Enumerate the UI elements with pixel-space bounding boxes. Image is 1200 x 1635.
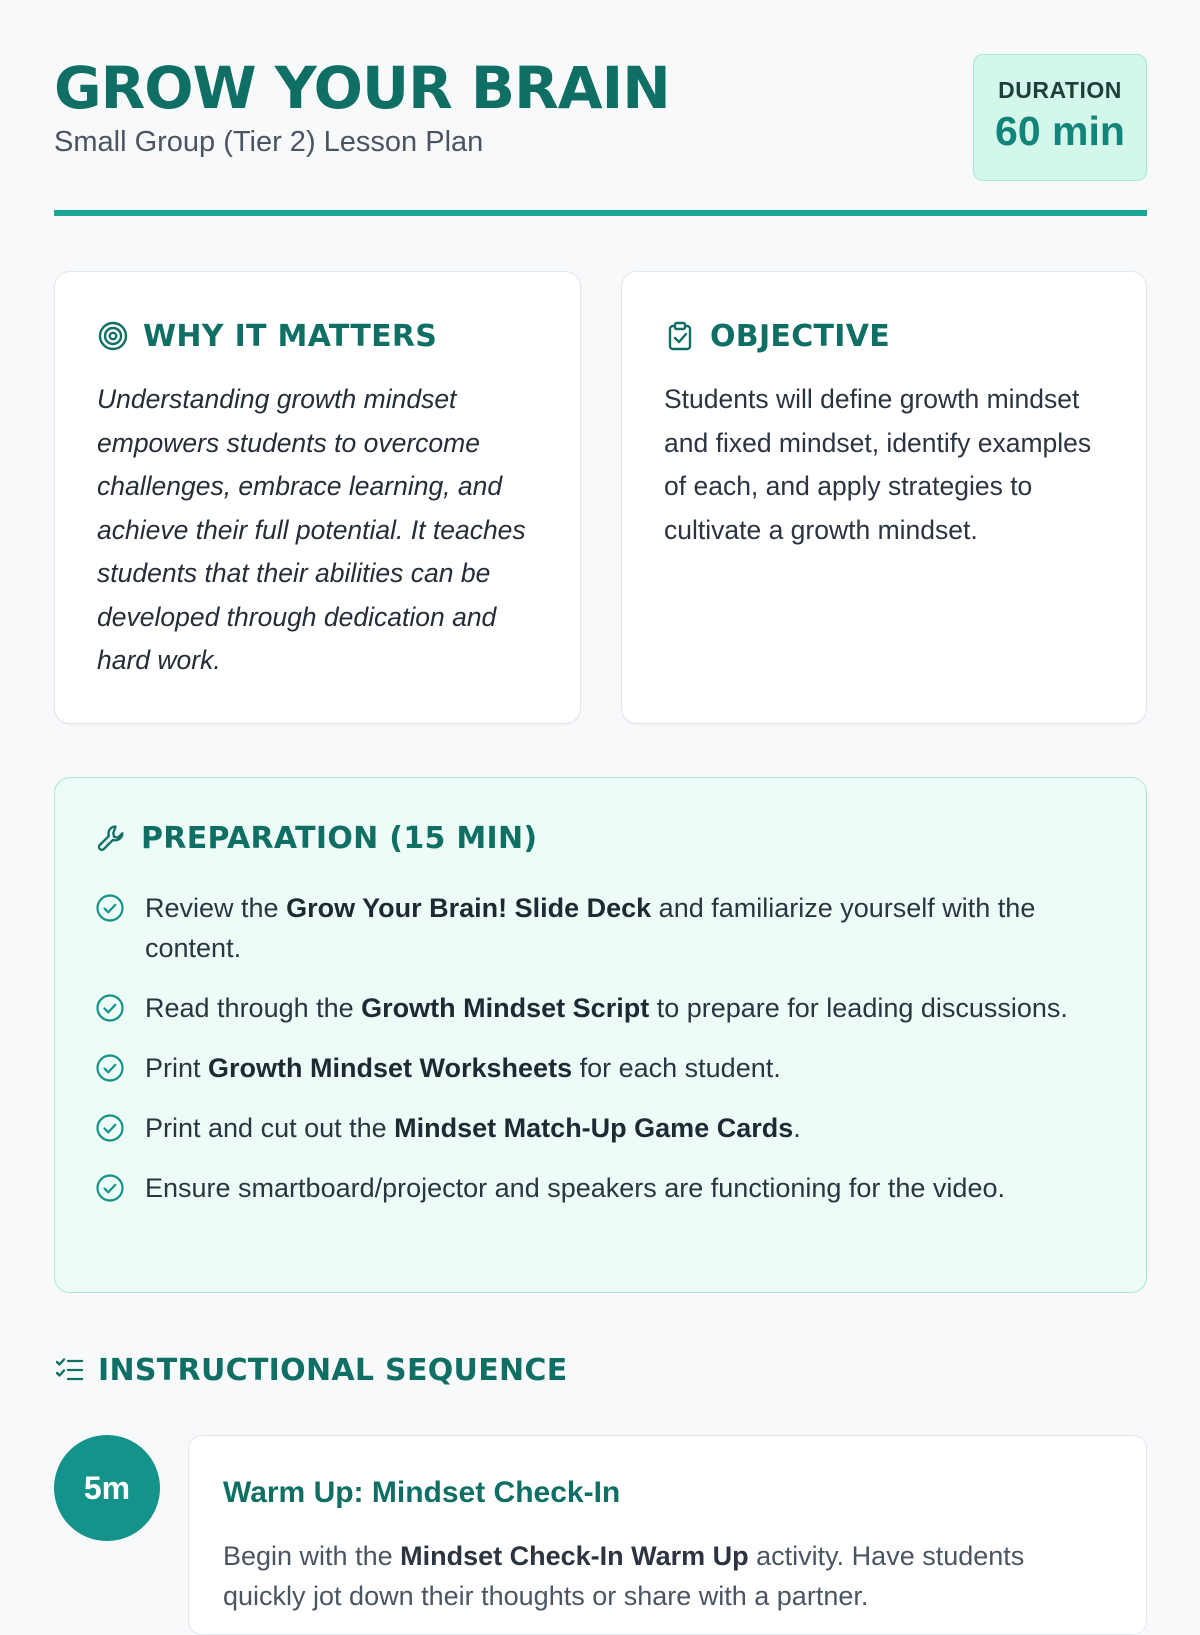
preparation-item bbox=[95, 1048, 1106, 1088]
step-description bbox=[223, 1536, 1110, 1616]
preparation-item-text bbox=[145, 988, 1068, 1028]
wrench-icon bbox=[95, 822, 127, 854]
step-text: Begin with the bbox=[223, 1541, 401, 1571]
preparation-item-text-part: and familiarize yourself with the content. bbox=[145, 893, 1036, 963]
preparation-item-text bbox=[145, 1108, 801, 1148]
step-text: activity. Have students quickly jot down their thoughts or share with a partner. bbox=[223, 1541, 1025, 1611]
instructional-sequence-title: INSTRUCTIONAL SEQUENCE bbox=[98, 1352, 568, 1388]
preparation-item-text-part: Read through the bbox=[145, 993, 362, 1023]
why-it-matters-header bbox=[97, 316, 437, 356]
preparation-item-text-part: Print bbox=[145, 1053, 209, 1083]
preparation-item bbox=[95, 1108, 1106, 1148]
why-it-matters-title: WHY IT MATTERS bbox=[143, 318, 438, 354]
why-it-matters-text: Understanding growth mindset empowers students to overcome challenges, embrace learning, and achieve their full potential. It teaches students that their abilities can be developed through dedication and hard work. bbox=[97, 384, 526, 675]
step-card bbox=[188, 1435, 1147, 1635]
preparation-item bbox=[95, 988, 1106, 1028]
duration-value: 60 min bbox=[995, 108, 1125, 154]
duration-label: DURATION bbox=[998, 77, 1122, 103]
check-circle-icon bbox=[95, 993, 125, 1023]
why-it-matters-card bbox=[54, 271, 581, 724]
preparation-item bbox=[95, 1168, 1106, 1208]
page-header bbox=[54, 54, 1147, 184]
objective-header bbox=[664, 316, 890, 356]
preparation-panel bbox=[54, 777, 1147, 1293]
preparation-item-text bbox=[145, 1048, 781, 1088]
preparation-title: PREPARATION (15 MIN) bbox=[141, 820, 538, 856]
preparation-item-text bbox=[145, 1168, 1005, 1208]
preparation-item-bold: Growth Mindset Script bbox=[361, 993, 650, 1023]
preparation-item-text-part: to prepare for leading discussions. bbox=[649, 993, 1068, 1023]
header-divider bbox=[54, 210, 1147, 216]
preparation-item-text-part: Review the bbox=[145, 893, 287, 923]
check-circle-icon bbox=[95, 893, 125, 923]
preparation-item-bold: Growth Mindset Worksheets bbox=[208, 1053, 573, 1083]
objective-card bbox=[621, 271, 1147, 724]
instructional-sequence-header bbox=[54, 1350, 568, 1390]
preparation-item-text-part: . bbox=[793, 1113, 801, 1143]
page-title: GROW YOUR BRAIN bbox=[54, 54, 670, 122]
step-time-badge: 5m bbox=[54, 1435, 160, 1541]
step-text-bold: Mindset Check-In Warm Up bbox=[400, 1541, 749, 1571]
preparation-item-text bbox=[145, 888, 1106, 968]
preparation-item-bold: Mindset Match-Up Game Cards bbox=[394, 1113, 794, 1143]
check-circle-icon bbox=[95, 1113, 125, 1143]
check-circle-icon bbox=[95, 1053, 125, 1083]
clipboard-check-icon bbox=[664, 320, 696, 352]
objective-text: Students will define growth mindset and fixed mindset, identify examples of each, and apply strategies to cultivate a growth mindset. bbox=[664, 384, 1092, 545]
step-title: Warm Up: Mindset Check-In bbox=[223, 1476, 621, 1509]
objective-title: OBJECTIVE bbox=[710, 318, 891, 354]
preparation-list bbox=[95, 888, 1106, 1228]
preparation-item-text-part: Ensure smartboard/projector and speakers are functioning for the video. bbox=[145, 1173, 1005, 1203]
preparation-item-text-part: Print and cut out the bbox=[145, 1113, 395, 1143]
page-subtitle: Small Group (Tier 2) Lesson Plan bbox=[54, 126, 484, 158]
preparation-item bbox=[95, 888, 1106, 968]
list-checks-icon bbox=[54, 1355, 84, 1385]
preparation-item-bold: Grow Your Brain! Slide Deck bbox=[286, 893, 652, 923]
duration-badge bbox=[973, 54, 1147, 181]
target-icon bbox=[97, 320, 129, 352]
preparation-header bbox=[95, 818, 537, 858]
preparation-item-text-part: for each student. bbox=[572, 1053, 781, 1083]
check-circle-icon bbox=[95, 1173, 125, 1203]
